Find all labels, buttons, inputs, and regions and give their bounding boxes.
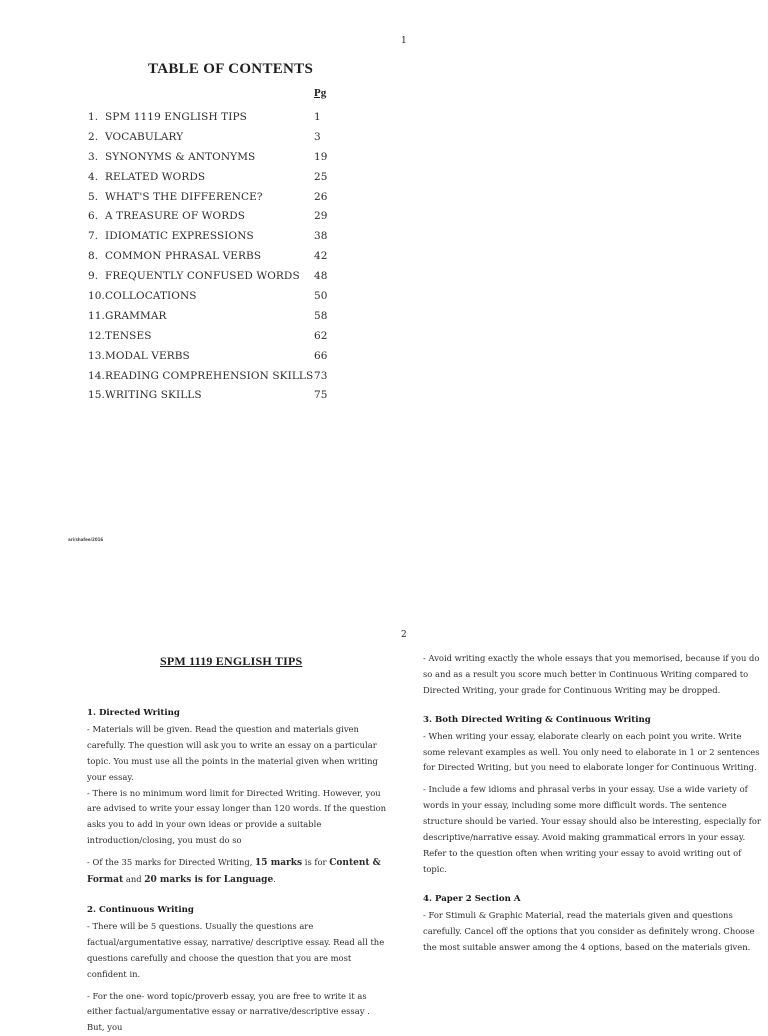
toc-entry-label: SPM 1119 ENGLISH TIPS xyxy=(105,111,314,123)
toc-entry-number: 1. xyxy=(88,111,105,123)
toc-entry-page: 50 xyxy=(314,290,344,302)
toc-entry-label: FREQUENTLY CONFUSED WORDS xyxy=(105,270,314,282)
toc-entry-page: 3 xyxy=(314,131,344,143)
toc-entry-page: 42 xyxy=(314,250,344,262)
toc-entry xyxy=(88,385,344,405)
toc-entry xyxy=(88,346,344,366)
toc-entry xyxy=(88,306,344,326)
paragraph: - Include a few idioms and phrasal verbs in your essay. Use a wide variety of words in your essay, including some more difficult words. The sentence structure should be varied. Your essay should also be interesting, especially for descriptive/narrative essay. Avoid making grammatical errors in your essay. Refer to the question often when writing your essay to avoid writing out of topic. xyxy=(423,782,765,877)
toc-entry-label: MODAL VERBS xyxy=(105,350,314,362)
toc-entry-label: IDIOMATIC EXPRESSIONS xyxy=(105,230,314,242)
paragraph: - For Stimuli & Graphic Material, read the materials given and questions carefully. Cancel off the options that you consider as definitely wrong. Choose the most suitable answer among the 4 options, based on the materials given. xyxy=(423,908,765,956)
toc-entry-label: VOCABULARY xyxy=(105,131,314,143)
toc-entry-number: 13. xyxy=(88,350,105,362)
paragraph: - There will be 5 questions. Usually the questions are factual/argumentative essay, narrative/ descriptive essay. Read all the questions carefully and choose the question that you are most confident in. xyxy=(87,919,387,983)
toc-entry-page: 38 xyxy=(314,230,344,242)
toc-entry-number: 10. xyxy=(88,290,105,302)
toc-list xyxy=(88,107,344,405)
toc-entry-number: 8. xyxy=(88,250,105,262)
section-heading: 3. Both Directed Writing & Continuous Writing xyxy=(423,713,765,729)
text-run: . xyxy=(273,874,276,884)
bold-text: 15 marks xyxy=(255,858,302,868)
bold-text: Content & Format xyxy=(87,858,381,885)
toc-entry-page: 29 xyxy=(314,210,344,222)
toc-entry xyxy=(88,266,344,286)
toc-entry xyxy=(88,246,344,266)
toc-entry-page: 73 xyxy=(314,370,344,382)
toc-entry-page: 66 xyxy=(314,350,344,362)
toc-entry-label: TENSES xyxy=(105,330,314,342)
text-run: - Of the 35 marks for Directed Writing, xyxy=(87,857,252,867)
toc-entry xyxy=(88,127,344,147)
toc-entry-label: WHAT'S THE DIFFERENCE? xyxy=(105,191,314,203)
toc-entry-number: 5. xyxy=(88,191,105,203)
toc-entry xyxy=(88,107,344,127)
paragraph: - There is no minimum word limit for Directed Writing. However, you are advised to write your essay longer than 120 words. If the question asks you to add in your own ideas or provide a suitable introduction/closing, you must do so xyxy=(87,786,387,850)
toc-entry-number: 7. xyxy=(88,230,105,242)
toc-entry-label: A TREASURE OF WORDS xyxy=(105,210,314,222)
page-number: 1 xyxy=(401,36,407,46)
page-number: 2 xyxy=(401,630,407,640)
toc-entry-page: 62 xyxy=(314,330,344,342)
paragraph-marks xyxy=(87,855,387,889)
toc-entry-page: 1 xyxy=(314,111,344,123)
toc-entry-label: SYNONYMS & ANTONYMS xyxy=(105,151,314,163)
toc-entry-number: 9. xyxy=(88,270,105,282)
toc-entry-number: 6. xyxy=(88,210,105,222)
toc-entry xyxy=(88,206,344,226)
toc-entry-page: 26 xyxy=(314,191,344,203)
toc-entry-number: 15. xyxy=(88,389,105,401)
toc-entry xyxy=(88,167,344,187)
text-run: is for xyxy=(305,857,327,867)
toc-entry-label: READING COMPREHENSION SKILLS xyxy=(105,370,314,382)
toc-entry-label: COMMON PHRASAL VERBS xyxy=(105,250,314,262)
footer-mark: ari/shafee/2016 xyxy=(68,537,103,542)
toc-entry xyxy=(88,326,344,346)
left-column xyxy=(87,706,387,1036)
paragraph: - For the one- word topic/proverb essay, you are free to write it as either factual/argumentative essay or narrative/descriptive essay . But, you xyxy=(87,989,387,1036)
toc-entry-number: 3. xyxy=(88,151,105,163)
page-heading: SPM 1119 ENGLISH TIPS xyxy=(160,654,302,669)
paragraph: - When writing your essay, elaborate clearly on each point you write. Write some relevant examples as well. You only need to elaborate in 1 or 2 sentences for Directed Writing, but you need to elaborate longer for Continuous Writing. xyxy=(423,729,765,777)
toc-entry-label: RELATED WORDS xyxy=(105,171,314,183)
toc-entry-number: 11. xyxy=(88,310,105,322)
paragraph: - Avoid writing exactly the whole essays that you memorised, because if you do so and as a result you score much better in Continuous Writing compared to Directed Writing, your grade for Continuous Writing may be dropped. xyxy=(423,651,765,699)
right-column xyxy=(423,651,765,955)
page-english-tips xyxy=(0,620,768,1024)
toc-entry-page: 58 xyxy=(314,310,344,322)
toc-entry-page: 25 xyxy=(314,171,344,183)
toc-entry xyxy=(88,226,344,246)
section-heading: 1. Directed Writing xyxy=(87,706,387,722)
toc-entry xyxy=(88,187,344,207)
toc-page-column-header: Pg xyxy=(314,87,326,99)
section-heading: 4. Paper 2 Section A xyxy=(423,892,765,908)
bold-text: 20 marks is for Language xyxy=(144,875,273,885)
toc-entry-number: 12. xyxy=(88,330,105,342)
toc-entry-label: GRAMMAR xyxy=(105,310,314,322)
toc-entry-number: 4. xyxy=(88,171,105,183)
paragraph: - Materials will be given. Read the question and materials given carefully. The question will ask you to write an essay on a particular topic. You must use all the points in the material given when writing your essay. xyxy=(87,722,387,786)
toc-entry xyxy=(88,147,344,167)
toc-entry-number: 2. xyxy=(88,131,105,143)
toc-entry-number: 14. xyxy=(88,370,105,382)
section-heading: 2. Continuous Writing xyxy=(87,903,387,919)
toc-entry-label: COLLOCATIONS xyxy=(105,290,314,302)
toc-entry-label: WRITING SKILLS xyxy=(105,389,314,401)
toc-entry-page: 48 xyxy=(314,270,344,282)
text-run: and xyxy=(126,874,142,884)
toc-entry xyxy=(88,366,344,386)
toc-entry xyxy=(88,286,344,306)
toc-title: TABLE OF CONTENTS xyxy=(148,61,313,78)
toc-entry-page: 19 xyxy=(314,151,344,163)
toc-entry-page: 75 xyxy=(314,389,344,401)
